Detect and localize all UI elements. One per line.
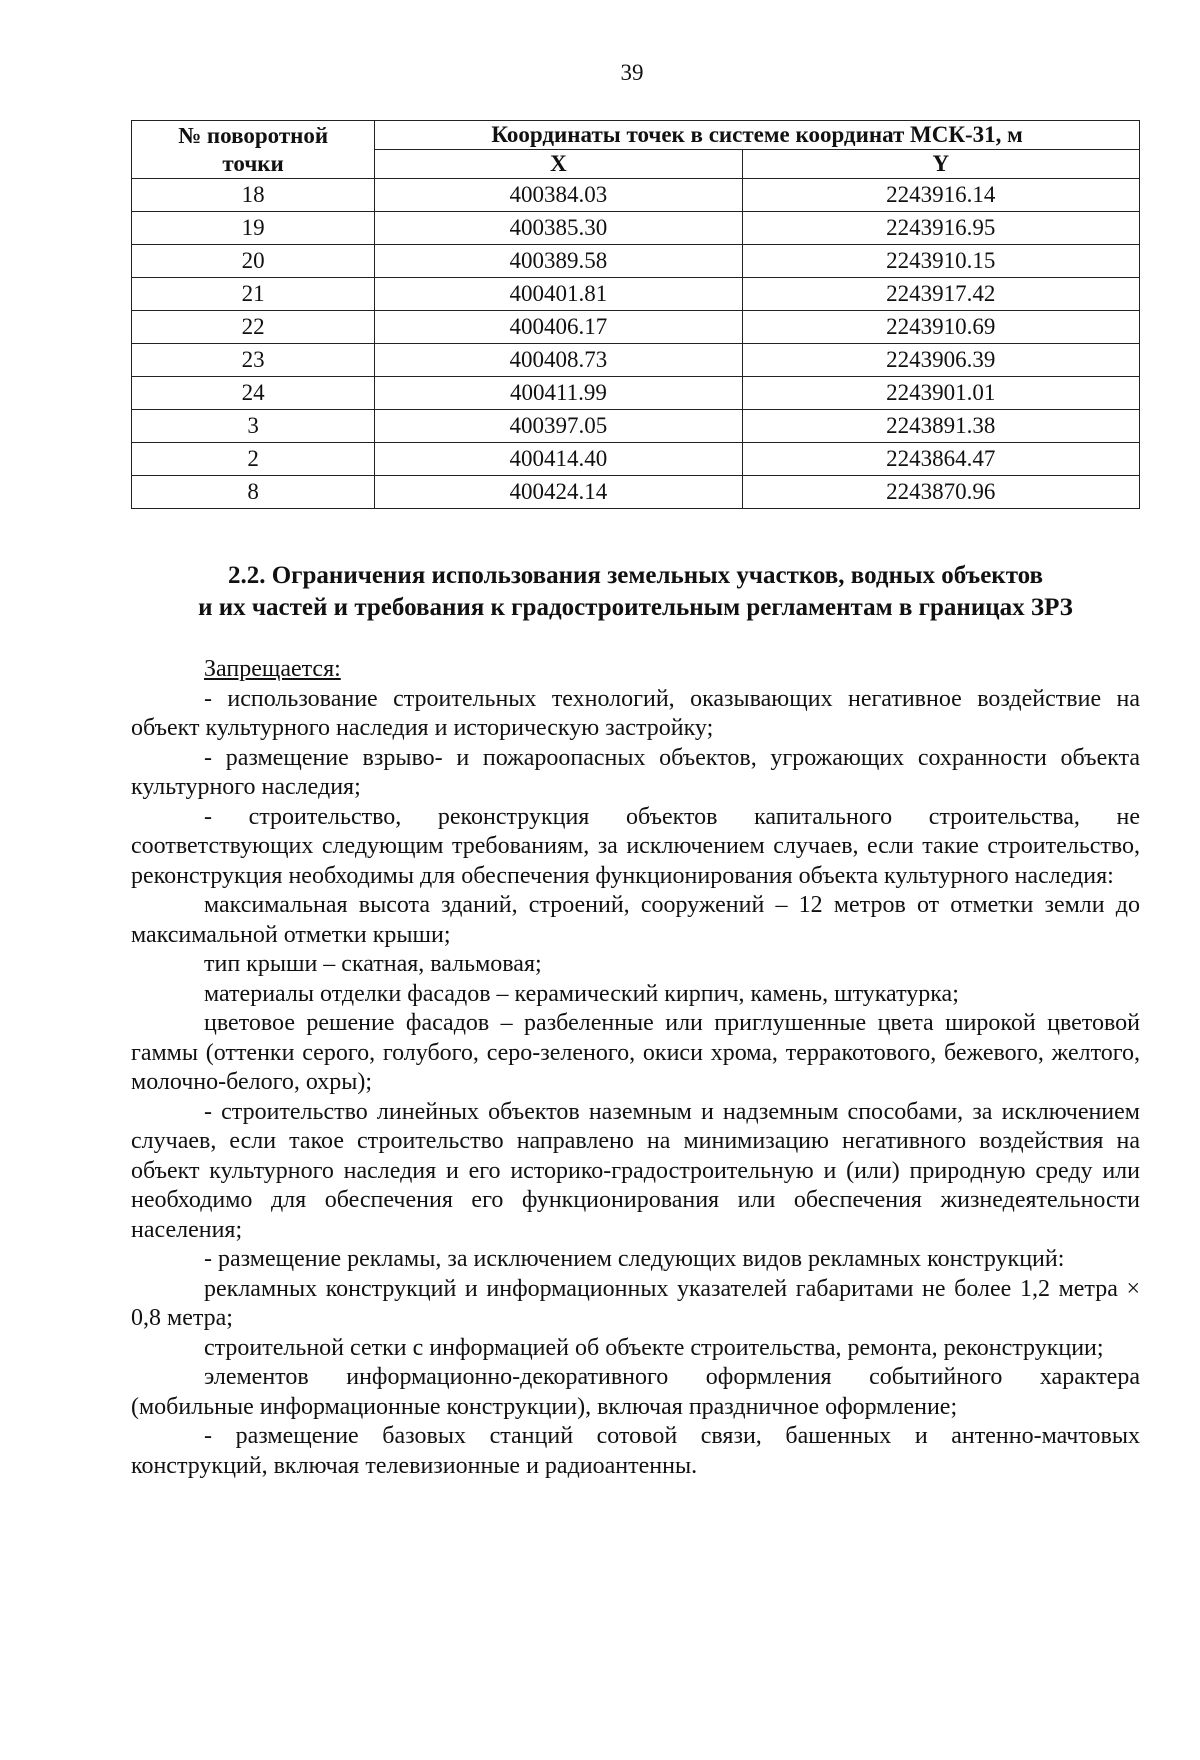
table-row	[132, 476, 1140, 509]
cell-y: 2243906.39	[742, 344, 1139, 377]
body-paragraph: максимальная высота зданий, строений, сооружений – 12 метров от отметки земли до максимальной отметки крыши;	[131, 892, 1140, 948]
cell-point-number: 23	[132, 344, 375, 377]
cell-x: 400397.05	[375, 410, 742, 443]
lead-text: Запрещается:	[204, 656, 341, 682]
table-row	[132, 212, 1140, 245]
cell-y: 2243870.96	[742, 476, 1139, 509]
body-paragraph: - строительство линейных объектов наземным и надземным способами, за исключением случаев, если такое строительство направлено на минимизацию негативного воздействия на объект культурного наследия и его историко-градостроительную и (или) природную среду или необходимо для обеспечения его функционирования или обеспечения жизнедеятельности населения;	[131, 1098, 1140, 1243]
body-paragraph: цветовое решение фасадов – разбеленные или приглушенные цвета широкой цветовой гаммы (оттенки серого, голубого, серо-зеленого, окиси хрома, терракотового, бежевого, желтого, молочно-белого, охры);	[131, 1010, 1140, 1095]
table-row	[132, 311, 1140, 344]
cell-point-number: 18	[132, 179, 375, 212]
cell-point-number: 21	[132, 278, 375, 311]
cell-point-number: 3	[132, 410, 375, 443]
body-paragraph: материалы отделки фасадов – керамический кирпич, камень, штукатурка;	[204, 980, 959, 1007]
cell-x: 400389.58	[375, 245, 742, 278]
cell-y: 2243891.38	[742, 410, 1139, 443]
table-row	[132, 344, 1140, 377]
cell-y: 2243916.95	[742, 212, 1139, 245]
cell-x: 400408.73	[375, 344, 742, 377]
table-row	[132, 179, 1140, 212]
table-row	[132, 443, 1140, 476]
body-paragraph: строительной сетки с информацией об объекте строительства, ремонта, реконструкции;	[204, 1334, 1104, 1361]
body-paragraph: тип крыши – скатная, вальмовая;	[204, 951, 542, 977]
cell-point-number: 8	[132, 476, 375, 509]
cell-point-number: 2	[132, 443, 375, 476]
column-header-point-number-line1: № поворотной	[178, 122, 329, 148]
cell-y: 2243910.69	[742, 311, 1139, 344]
body-paragraph: рекламных конструкций и информационных указателей габаритами не более 1,2 метра × 0,8 метра;	[131, 1275, 1140, 1331]
cell-x: 400406.17	[375, 311, 742, 344]
column-header-y: Y	[742, 150, 1139, 179]
cell-x: 400401.81	[375, 278, 742, 311]
cell-x: 400411.99	[375, 377, 742, 410]
section-body	[131, 655, 1140, 1481]
column-header-point-number	[132, 121, 375, 179]
cell-x: 400385.30	[375, 212, 742, 245]
body-paragraph: - использование строительных технологий, оказывающих негативное воздействие на объект культурного наследия и историческую застройку;	[131, 685, 1140, 741]
body-paragraph: - строительство, реконструкция объектов капитального строительства, не соответствующих следующим требованиям, за исключением случаев, если такие строительство, реконструкция необходимы для обеспечения функционирования объекта культурного наследия:	[131, 803, 1140, 889]
section-heading-line1: 2.2. Ограничения использования земельных участков, водных объектов	[227, 562, 1044, 589]
section-heading	[131, 560, 1140, 624]
cell-point-number: 19	[132, 212, 375, 245]
coordinates-table	[131, 120, 1140, 509]
cell-y: 2243916.14	[742, 179, 1139, 212]
cell-y: 2243910.15	[742, 245, 1139, 278]
body-paragraph: - размещение базовых станций сотовой связи, башенных и антенно-мачтовых конструкций, включая телевизионные и радиоантенны.	[131, 1423, 1140, 1479]
cell-x: 400424.14	[375, 476, 742, 509]
body-paragraph: элементов информационно-декоративного оформления событийного характера (мобильные информационные конструкции), включая праздничное оформление;	[131, 1364, 1140, 1420]
cell-x: 400414.40	[375, 443, 742, 476]
cell-y: 2243864.47	[742, 443, 1139, 476]
section-heading-line2: и их частей и требования к градостроительным регламентам в границах ЗРЗ	[198, 594, 1073, 621]
page-number: 39	[620, 60, 644, 85]
table-row	[132, 410, 1140, 443]
table-row	[132, 278, 1140, 311]
cell-y: 2243917.42	[742, 278, 1139, 311]
coordinates-table-body	[132, 179, 1140, 509]
column-header-point-number-line2: точки	[222, 150, 284, 176]
cell-point-number: 20	[132, 245, 375, 278]
cell-y: 2243901.01	[742, 377, 1139, 410]
column-header-coordinates: Координаты точек в системе координат МСК-31, м	[375, 121, 1140, 150]
column-header-x: X	[375, 150, 742, 179]
table-row	[132, 377, 1140, 410]
body-paragraph: - размещение взрыво- и пожароопасных объектов, угрожающих сохранности объекта культурного наследия;	[131, 744, 1140, 800]
cell-x: 400384.03	[375, 179, 742, 212]
cell-point-number: 22	[132, 311, 375, 344]
body-paragraph: - размещение рекламы, за исключением следующих видов рекламных конструкций:	[204, 1246, 1065, 1272]
cell-point-number: 24	[132, 377, 375, 410]
table-row	[132, 245, 1140, 278]
